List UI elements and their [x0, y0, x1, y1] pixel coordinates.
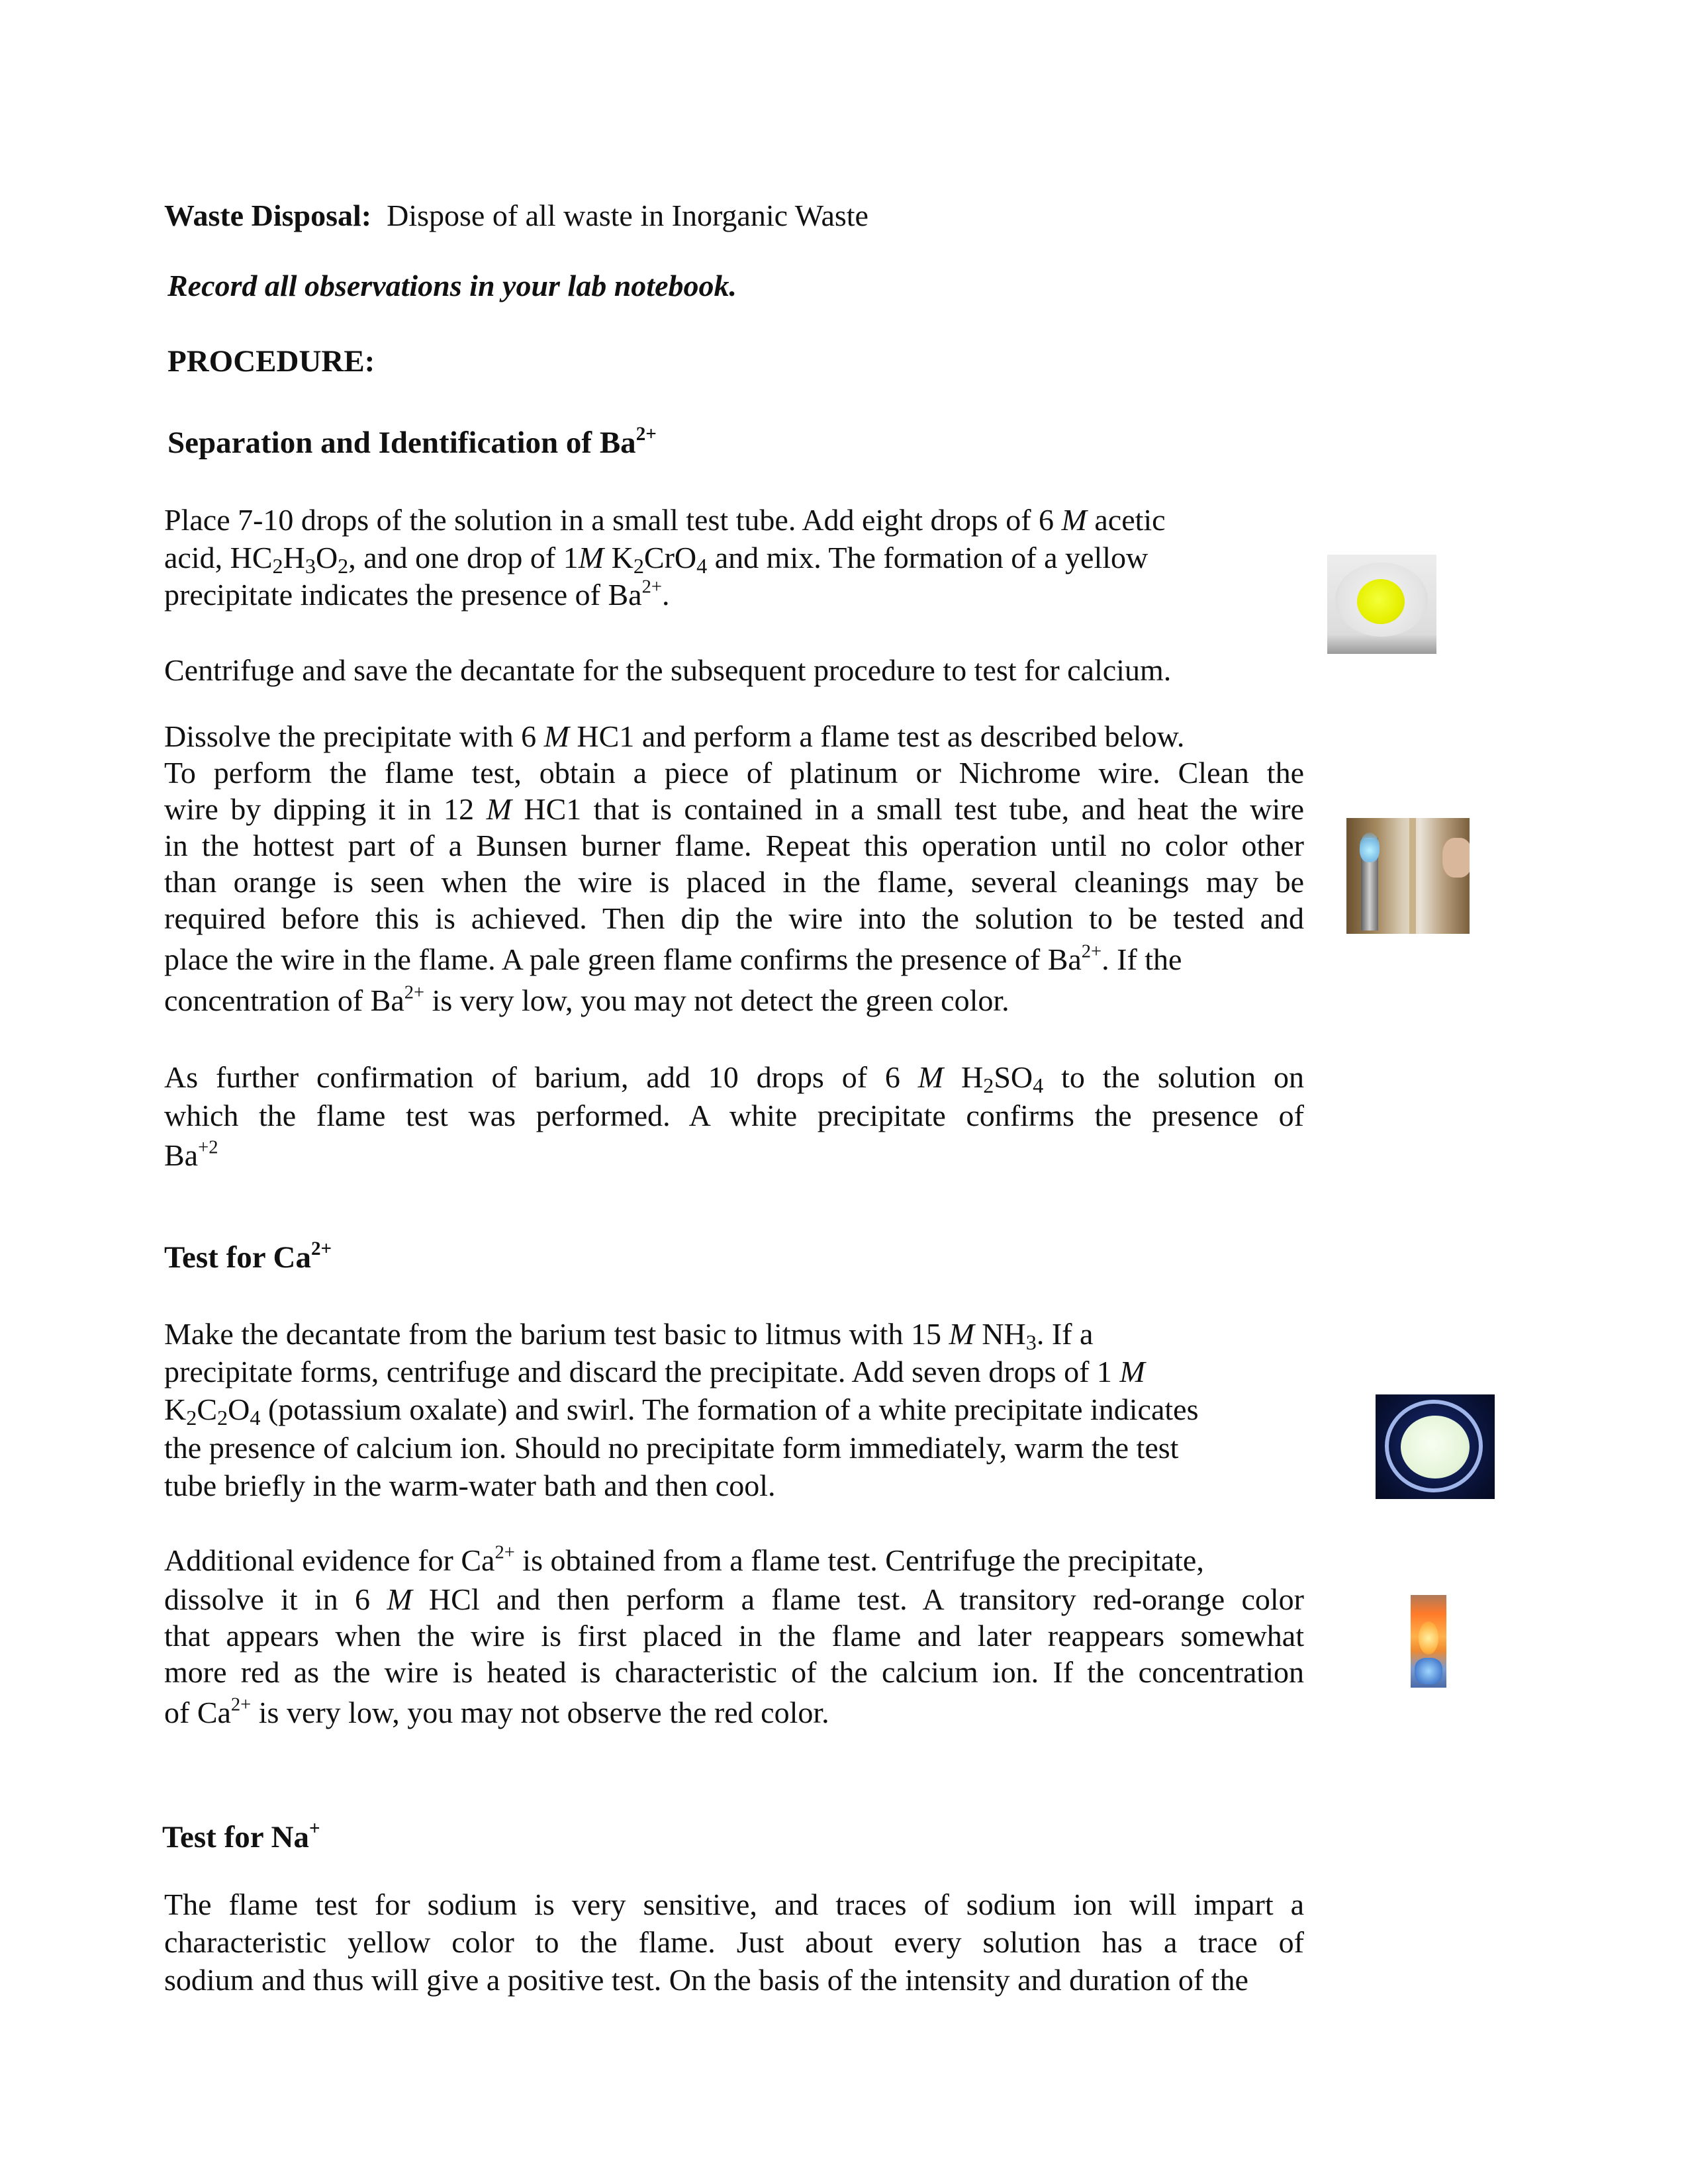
superscript: 2+ — [494, 1542, 515, 1563]
superscript: 2+ — [1081, 941, 1102, 962]
wire-holder — [1409, 818, 1416, 934]
ca-para2-line5 — [164, 1694, 829, 1731]
text-fragment: (potassium oxalate) and swirl. The formation of a white precipitate indicates — [260, 1392, 1199, 1426]
na-heading-text: Test for Na — [162, 1820, 309, 1854]
white-precipitate-photo — [1376, 1394, 1495, 1499]
subscript: 2 — [633, 554, 644, 578]
ba-para2: Centrifuge and save the decantate for the subsequent procedure to test for calcium. — [164, 653, 1172, 687]
na-section-heading — [162, 1819, 320, 1856]
text-fragment: Place 7-10 drops of the solution in a small test tube. Add eight drops of 6 — [164, 503, 1062, 537]
yellow-precipitate-photo — [1327, 555, 1436, 654]
subscript: 2 — [983, 1073, 994, 1098]
text-fragment: H — [283, 541, 305, 574]
text-fragment: Dissolve the precipitate with 6 — [164, 719, 544, 753]
ba-para3-line2: To perform the flame test, obtain a piece of platinum or Nichrome wire. Clean the — [164, 756, 1304, 790]
ba-heading-charge: 2+ — [635, 424, 657, 445]
text-fragment: H — [943, 1060, 984, 1094]
molarity-symbol: M — [1061, 503, 1087, 537]
text-fragment: dissolve it in 6 — [164, 1582, 387, 1616]
text-fragment: , and one drop of 1 — [348, 541, 579, 574]
text-fragment: HCl and then perform a flame test. A transitory red-orange color — [412, 1582, 1305, 1616]
subscript: 2 — [186, 1406, 197, 1430]
ba-para3-line6: required before this is achieved. Then dip the wire into the solution to be tested and — [164, 901, 1304, 935]
na-heading-charge: + — [308, 1818, 320, 1840]
superscript: +2 — [198, 1137, 218, 1158]
text-fragment: wire by dipping it in 12 — [164, 792, 487, 826]
molarity-symbol: M — [917, 1060, 944, 1094]
flame-test-photo — [1346, 818, 1470, 934]
text-fragment: Make the decantate from the barium test basic to litmus with 15 — [164, 1317, 949, 1351]
molarity-symbol: M — [543, 719, 569, 753]
ca-section-heading — [164, 1239, 332, 1276]
text-fragment: K — [604, 541, 633, 574]
record-observations-note: Record all observations in your lab notebook. — [167, 269, 737, 302]
text-fragment: O — [315, 541, 338, 574]
na-para1-line3: sodium and thus will give a positive test. On the basis of the intensity and duration of the — [164, 1963, 1248, 1997]
ca-para1-line1 — [164, 1316, 1093, 1353]
subscript: 2 — [272, 554, 283, 578]
blue-flame-base — [1415, 1658, 1442, 1684]
subscript: 4 — [696, 554, 708, 578]
ba-heading-text: Separation and Identification of Ba — [167, 426, 636, 460]
text-fragment: Additional evidence for Ca — [164, 1543, 495, 1577]
text-fragment: of Ca — [164, 1696, 231, 1729]
ca-para2-line4: more red as the wire is heated is characteristic of the calcium ion. If the concentration — [164, 1655, 1304, 1689]
text-fragment: Ba — [164, 1138, 199, 1172]
text-fragment: HC1 that is contained in a small test tube, and heat the wire — [511, 792, 1304, 826]
ba-para3-line1 — [164, 718, 1184, 755]
waste-disposal-label: Waste Disposal: — [164, 199, 372, 232]
ca-para1-line2 — [164, 1353, 1145, 1390]
na-para1-line1: The flame test for sodium is very sensitive, and traces of sodium ion will impart a — [164, 1888, 1304, 1921]
text-fragment: concentration of Ba — [164, 983, 404, 1017]
white-precipitate — [1401, 1416, 1470, 1479]
ba-para1-line3 — [164, 576, 669, 614]
text-fragment: . If the — [1102, 942, 1182, 976]
ba-para1-line1 — [164, 502, 1166, 539]
superscript: 2+ — [641, 576, 662, 598]
ca-para2-line1 — [164, 1542, 1204, 1579]
ba-para3-line7 — [164, 941, 1182, 978]
text-fragment: precipitate indicates the presence of Ba — [164, 578, 642, 612]
ca-heading-charge: 2+ — [310, 1238, 332, 1260]
ca-para1-line4: the presence of calcium ion. Should no precipitate form immediately, warm the test — [164, 1431, 1179, 1465]
waste-disposal-text: Dispose of all waste in Inorganic Waste — [387, 199, 868, 232]
subscript: 2 — [338, 554, 349, 578]
procedure-heading: PROCEDURE: — [167, 344, 375, 379]
molarity-symbol: M — [949, 1317, 974, 1351]
na-para1-line2: characteristic yellow color to the flame. Just about every solution has a trace of — [164, 1925, 1304, 1959]
text-fragment: is very low, you may not observe the red color. — [251, 1696, 829, 1729]
ba-para3-line5: than orange is seen when the wire is placed in the flame, several cleanings may be — [164, 865, 1304, 899]
ba-para3-line4: in the hottest part of a Bunsen burner flame. Repeat this operation until no color other — [164, 829, 1304, 862]
text-fragment: is obtained from a flame test. Centrifuge the precipitate, — [514, 1543, 1204, 1577]
ba-para3-line3 — [164, 791, 1304, 828]
text-fragment: and mix. The formation of a yellow — [707, 541, 1149, 574]
yellow-precipitate-spot — [1357, 579, 1405, 624]
text-fragment: NH — [974, 1317, 1026, 1351]
ba-para3-line8 — [164, 982, 1009, 1019]
waste-disposal-line — [164, 197, 868, 234]
text-fragment: K — [164, 1392, 187, 1426]
subscript: 3 — [305, 554, 316, 578]
molarity-symbol: M — [578, 541, 604, 574]
ba-section-heading — [167, 424, 657, 461]
orange-flame-core — [1419, 1621, 1438, 1655]
red-orange-flame-photo — [1411, 1595, 1446, 1688]
ca-para1-line3 — [164, 1391, 1198, 1428]
text-fragment: . — [661, 578, 670, 612]
ca-para2-line3: that appears when the wire is first placed in the flame and later reappears somewhat — [164, 1619, 1304, 1653]
ba-para1-line2 — [164, 539, 1148, 576]
text-fragment: SO — [994, 1060, 1033, 1094]
text-fragment: precipitate forms, centrifuge and discard the precipitate. Add seven drops of 1 — [164, 1355, 1120, 1388]
molarity-symbol: M — [486, 792, 512, 826]
text-fragment: O — [228, 1392, 250, 1426]
subscript: 4 — [250, 1406, 261, 1430]
subscript: 3 — [1025, 1330, 1037, 1355]
ca-para2-line2 — [164, 1581, 1304, 1618]
molarity-symbol: M — [1119, 1355, 1145, 1388]
subscript: 2 — [217, 1406, 228, 1430]
text-fragment: place the wire in the flame. A pale green flame confirms the presence of Ba — [164, 942, 1082, 976]
text-fragment: HC1 and perform a flame test as described below. — [569, 719, 1185, 753]
ba-para4-line2: which the flame test was performed. A white precipitate confirms the presence of — [164, 1099, 1304, 1132]
superscript: 2+ — [404, 982, 425, 1003]
subscript: 4 — [1033, 1073, 1044, 1098]
text-fragment: acetic — [1086, 503, 1166, 537]
text-fragment: to the solution on — [1043, 1060, 1304, 1094]
text-fragment: C — [197, 1392, 218, 1426]
hand — [1442, 838, 1470, 878]
ba-para4-line3 — [164, 1137, 218, 1174]
molarity-symbol: M — [387, 1582, 412, 1616]
ba-para4-line1 — [164, 1059, 1304, 1096]
text-fragment: As further confirmation of barium, add 10 drops of 6 — [164, 1060, 918, 1094]
text-fragment: CrO — [643, 541, 697, 574]
superscript: 2+ — [230, 1694, 252, 1715]
green-flame — [1360, 833, 1380, 862]
text-fragment: . If a — [1036, 1317, 1094, 1351]
text-fragment: acid, HC — [164, 541, 273, 574]
text-fragment: is very low, you may not detect the green color. — [424, 983, 1009, 1017]
ca-para1-line5: tube briefly in the warm-water bath and then cool. — [164, 1469, 776, 1502]
ca-heading-text: Test for Ca — [164, 1240, 311, 1275]
